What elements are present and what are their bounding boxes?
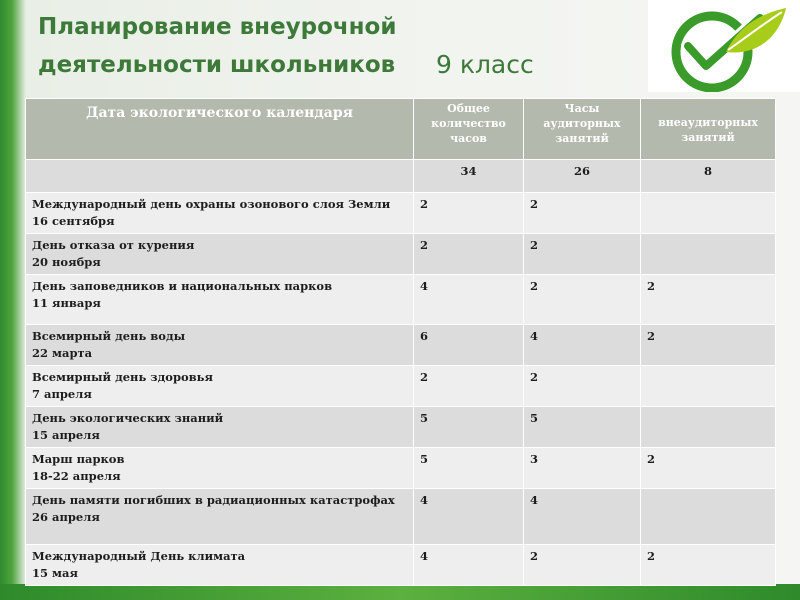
event-cell: День заповедников и национальных парков 11 января — [26, 275, 414, 325]
total-hours: 2 — [414, 234, 524, 275]
classroom-hours: 2 — [524, 545, 641, 586]
table-row — [26, 366, 776, 407]
table-row — [26, 193, 776, 234]
event-cell: Всемирный день воды 22 марта — [26, 325, 414, 366]
logo — [648, 0, 800, 92]
total-hours: 5 — [414, 407, 524, 448]
table-row — [26, 545, 776, 586]
header-event: Дата экологического календаря — [26, 99, 414, 160]
table-header-row — [26, 99, 776, 160]
extracurricular-hours: 2 — [641, 448, 776, 489]
event-cell: День экологических знаний 15 апреля — [26, 407, 414, 448]
total-hours: 6 — [414, 325, 524, 366]
title-line-2: деятельности школьников — [38, 52, 396, 78]
totals-total: 34 — [414, 160, 524, 193]
event-cell: День отказа от курения 20 ноября — [26, 234, 414, 275]
classroom-hours: 2 — [524, 275, 641, 325]
extracurricular-hours: 2 — [641, 545, 776, 586]
totals-extracurricular: 8 — [641, 160, 776, 193]
table-row — [26, 325, 776, 366]
total-hours: 5 — [414, 448, 524, 489]
classroom-hours: 4 — [524, 489, 641, 545]
classroom-hours: 4 — [524, 325, 641, 366]
total-hours: 4 — [414, 275, 524, 325]
event-cell: Марш парков 18-22 апреля — [26, 448, 414, 489]
classroom-hours: 2 — [524, 366, 641, 407]
header-total: Общее количество часов — [414, 99, 524, 160]
event-cell: День памяти погибших в радиационных катастрофах 26 апреля — [26, 489, 414, 545]
extracurricular-hours — [641, 234, 776, 275]
extracurricular-hours: 2 — [641, 275, 776, 325]
table-row — [26, 407, 776, 448]
totals-row — [26, 160, 776, 193]
classroom-hours: 5 — [524, 407, 641, 448]
extracurricular-hours — [641, 193, 776, 234]
bottom-decorative-bar — [0, 584, 800, 600]
event-cell: Международный День климата 15 мая — [26, 545, 414, 586]
green-checkmark-leaf-logo-icon — [648, 0, 800, 92]
header-extracurricular: внеаудиторных занятий — [641, 99, 776, 160]
classroom-hours: 3 — [524, 448, 641, 489]
schedule-table — [25, 98, 776, 586]
title-line-1: Планирование внеурочной — [38, 14, 397, 40]
extracurricular-hours: 2 — [641, 325, 776, 366]
extracurricular-hours — [641, 489, 776, 545]
table-row — [26, 275, 776, 325]
table-row — [26, 489, 776, 545]
extracurricular-hours — [641, 407, 776, 448]
page-title — [38, 8, 638, 84]
totals-classroom: 26 — [524, 160, 641, 193]
totals-label — [26, 160, 414, 193]
event-cell: Всемирный день здоровья 7 апреля — [26, 366, 414, 407]
classroom-hours: 2 — [524, 234, 641, 275]
header-classroom: Часы аудиторных занятий — [524, 99, 641, 160]
table-row — [26, 448, 776, 489]
total-hours: 4 — [414, 489, 524, 545]
extracurricular-hours — [641, 366, 776, 407]
grade-label: 9 класс — [436, 50, 534, 79]
event-cell: Международный день охраны озонового слоя Земли 16 сентября — [26, 193, 414, 234]
total-hours: 4 — [414, 545, 524, 586]
total-hours: 2 — [414, 193, 524, 234]
total-hours: 2 — [414, 366, 524, 407]
classroom-hours: 2 — [524, 193, 641, 234]
table-row — [26, 234, 776, 275]
